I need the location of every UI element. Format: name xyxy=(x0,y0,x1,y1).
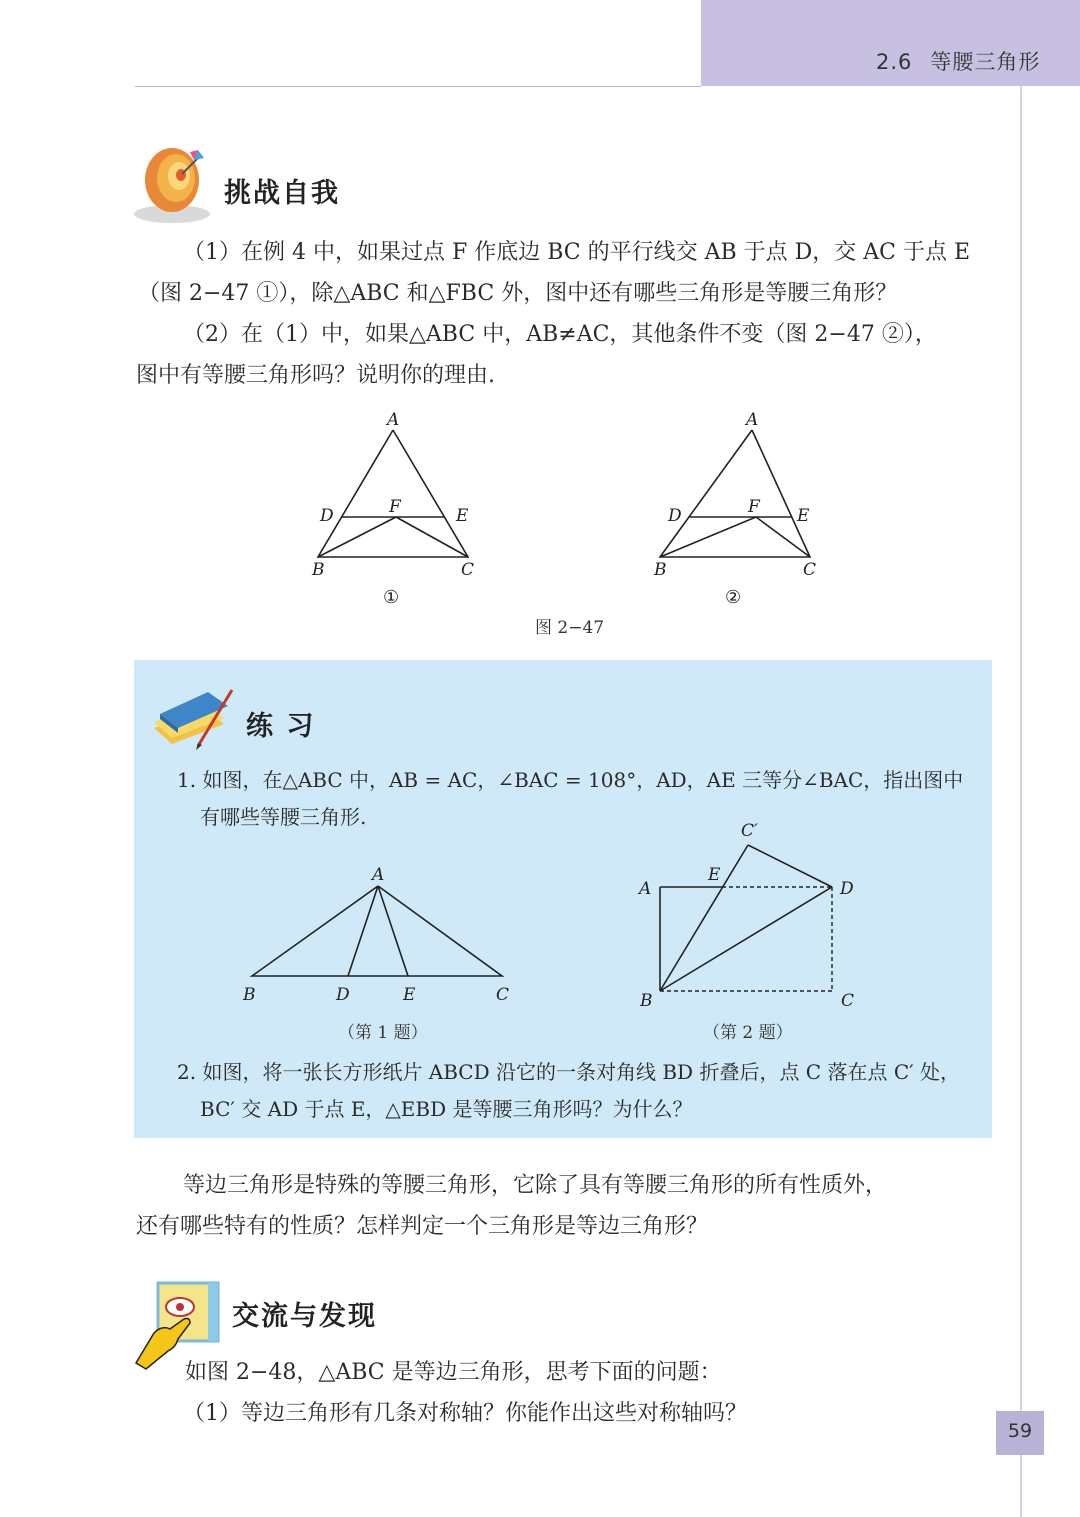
target-icon xyxy=(132,140,216,226)
challenge-p1-line1: （1）在例 4 中，如果过点 F 作底边 BC 的平行线交 AB 于点 D，交 AC 于点 E xyxy=(183,240,971,265)
label-C: C xyxy=(803,560,817,580)
body-line1: 等边三角形是特殊的等腰三角形，它除了具有等腰三角形的所有性质外， xyxy=(183,1173,888,1198)
label-B: B xyxy=(312,560,325,580)
practice-figure-1 xyxy=(230,860,530,1010)
label-A: A xyxy=(372,865,385,885)
label-C: C xyxy=(461,560,475,580)
label-B: B xyxy=(243,985,256,1005)
figure-1-caption: （第 1 题） xyxy=(338,1023,428,1043)
section-header xyxy=(876,46,1040,76)
label-C: C xyxy=(496,985,510,1005)
challenge-p1-line2: （图 2−47 ①），除△ABC 和△FBC 外，图中还有哪些三角形是等腰三角形？ xyxy=(138,281,898,306)
question-1-line1: 1. 如图，在△ABC 中，AB = AC，∠BAC = 108°，AD，AE 三等分∠BAC，指出图中 xyxy=(177,768,964,792)
header-rule xyxy=(135,86,701,87)
section-number: 2.6 xyxy=(876,50,913,74)
label-D: D xyxy=(320,506,334,526)
figure-2-47-2 xyxy=(640,405,840,605)
label-D: D xyxy=(840,879,854,899)
discover-heading: 交流与发现 xyxy=(232,1301,377,1332)
challenge-heading: 挑战自我 xyxy=(224,178,340,209)
label-E: E xyxy=(456,506,469,526)
label-B: B xyxy=(640,991,653,1011)
discover-line2: （1）等边三角形有几条对称轴？你能作出这些对称轴吗？ xyxy=(183,1401,747,1426)
label-F: F xyxy=(748,497,760,517)
subfigure-1-label: ① xyxy=(383,587,400,605)
label-D: D xyxy=(336,985,350,1005)
label-B: B xyxy=(654,560,667,580)
book-icon xyxy=(146,686,236,752)
label-F: F xyxy=(389,497,401,517)
margin-rule xyxy=(1020,86,1022,1517)
question-2-line2: BC′ 交 AD 于点 E，△EBD 是等腰三角形吗？为什么？ xyxy=(200,1097,693,1121)
subfigure-2-label: ② xyxy=(725,587,742,605)
question-2-line1: 2. 如图，将一张长方形纸片 ABCD 沿它的一条对角线 BD 折叠后，点 C 落在点 C′ 处， xyxy=(177,1060,961,1084)
question-1-line2: 有哪些等腰三角形. xyxy=(200,805,367,829)
label-E: E xyxy=(403,985,416,1005)
practice-heading: 练 习 xyxy=(246,711,316,742)
label-E: E xyxy=(797,506,810,526)
discover-line1: 如图 2−48，△ABC 是等边三角形，思考下面的问题： xyxy=(185,1360,722,1385)
label-D: D xyxy=(668,506,682,526)
label-A: A xyxy=(387,410,400,430)
label-A: A xyxy=(639,879,652,899)
challenge-p2-line2: 图中有等腰三角形吗？说明你的理由. xyxy=(136,363,495,388)
label-A: A xyxy=(746,410,759,430)
figure-2-47-1 xyxy=(300,405,500,605)
practice-figure-2 xyxy=(630,815,870,1015)
figure-2-caption: （第 2 题） xyxy=(703,1023,793,1043)
challenge-p2-line1: （2）在（1）中，如果△ABC 中，AB≠AC，其他条件不变（图 2−47 ②）， xyxy=(183,322,937,347)
page-number: 59 xyxy=(1007,1420,1033,1442)
body-line2: 还有哪些特有的性质？怎样判定一个三角形是等边三角形？ xyxy=(136,1214,709,1239)
label-C-prime: C′ xyxy=(741,821,758,841)
section-title: 等腰三角形 xyxy=(930,50,1041,74)
label-E: E xyxy=(708,865,721,885)
figure-caption: 图 2−47 xyxy=(535,618,605,638)
label-C: C xyxy=(841,991,855,1011)
